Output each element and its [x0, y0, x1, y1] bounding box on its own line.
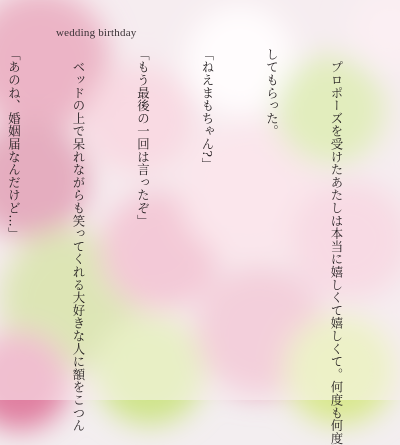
story-line: 「あのね、婚姻届なんだけど…」 [6, 48, 22, 240]
story-title: wedding birthday [56, 27, 137, 39]
story-line: 「ねえまもちゃん?」 [200, 48, 215, 171]
story-line: ベッドの上で呆れながらも笑ってくれる大好きな人に額をこつん [71, 48, 86, 432]
story-line: 「もう最後の一回は言ったぞ」 [135, 48, 151, 228]
story-line: プロポーズを受けたあたしは本当に嬉しくて嬉しくて。何度も何度 [329, 48, 344, 445]
story-line: してもらった。 [264, 48, 280, 138]
story-body-vertical [6, 48, 390, 445]
